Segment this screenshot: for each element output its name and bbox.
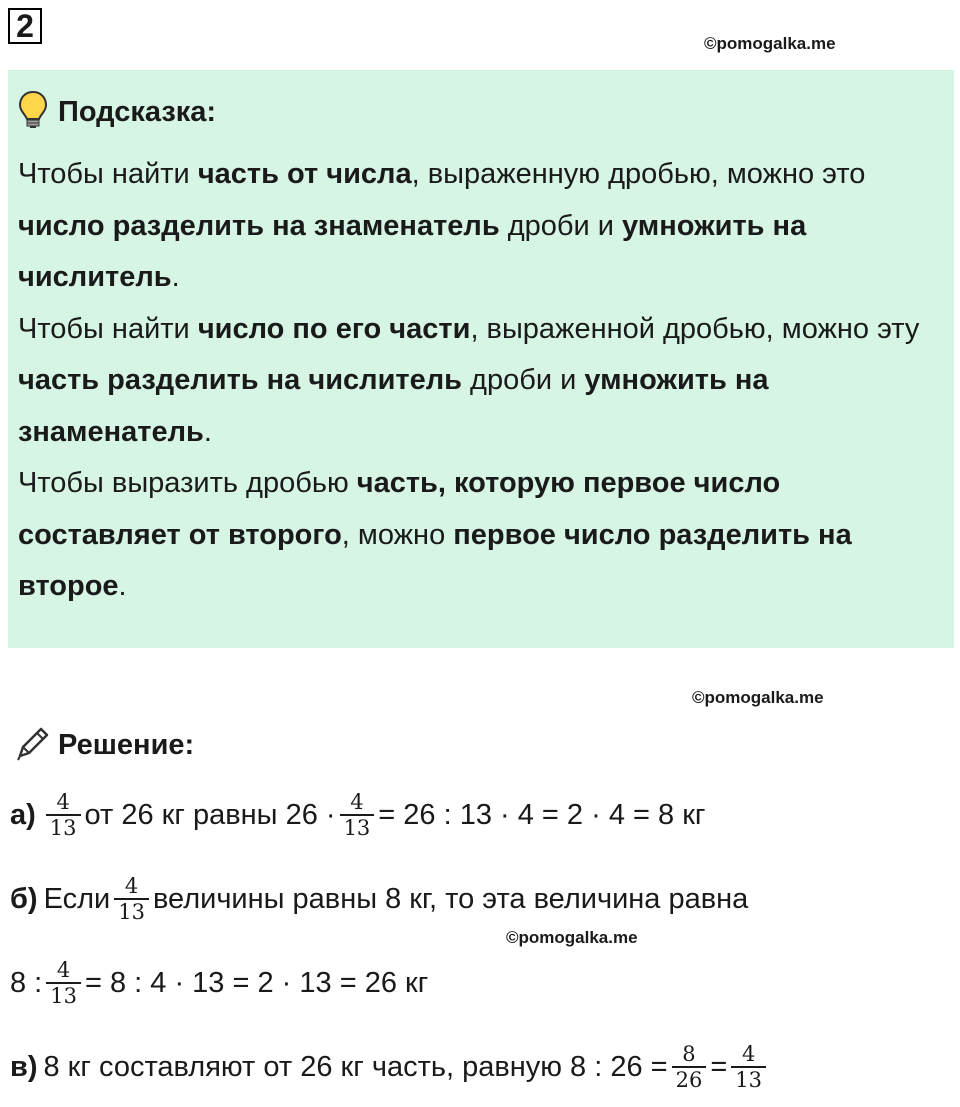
pencil-icon — [14, 724, 52, 767]
text: 8 кг составляют от 26 кг часть, равную 8 : 26 = — [43, 1050, 668, 1083]
hint-header — [18, 84, 942, 140]
watermark-bottom: ©pomogalka.me — [506, 928, 638, 947]
text: от 26 кг равны 26 · — [84, 798, 336, 831]
text: = — [710, 1050, 728, 1083]
solution-line-b — [10, 874, 748, 924]
solution-line-a — [10, 790, 705, 840]
solution-title: Решение: — [58, 729, 195, 761]
hint-paragraph-2: Чтобы найти число по его части, выраженной дробью, можно эту часть разделить на числитель дроби и умножить на знаменатель. — [18, 312, 920, 448]
hint-title: Подсказка: — [58, 95, 217, 128]
text: = 8 : 4 · 13 = 2 · 13 = 26 кг — [84, 966, 429, 999]
label-a: а) — [10, 798, 36, 831]
label-b: б) — [10, 882, 38, 915]
text: 8 : — [10, 966, 43, 999]
fraction: $\frac{4}{13}$ — [342, 790, 373, 840]
fraction: $\frac{4}{13}$ — [733, 1042, 764, 1092]
watermark-middle: ©pomogalka.me — [692, 688, 824, 707]
label-c: в) — [10, 1050, 38, 1083]
text: величины равны 8 кг, то эта величина равна — [152, 882, 749, 915]
fraction: $\frac{8}{26}$ — [674, 1042, 705, 1092]
fraction: $\frac{4}{13}$ — [48, 958, 79, 1008]
lightbulb-icon — [18, 90, 48, 135]
hint-box — [8, 70, 954, 648]
hint-text — [18, 149, 942, 613]
text: Если — [43, 882, 111, 915]
solution-header — [14, 724, 194, 767]
text: = 26 : 13 · 4 = 2 · 4 = 8 кг — [378, 798, 706, 831]
watermark-top: ©pomogalka.me — [704, 34, 836, 53]
hint-paragraph-3: Чтобы выразить дробью часть, которую первое число составляет от второго, можно первое число разделить на второе. — [18, 467, 852, 602]
task-number: 2 — [8, 8, 42, 44]
fraction: $\frac{4}{13}$ — [116, 874, 147, 924]
fraction: $\frac{4}{13}$ — [48, 790, 79, 840]
solution-line-c — [10, 1042, 770, 1092]
hint-paragraph-1: Чтобы найти часть от числа, выраженную дробью, можно это число разделить на знаменатель дроби и умножить на числитель. — [18, 158, 866, 293]
solution-line-b2 — [10, 958, 428, 1008]
